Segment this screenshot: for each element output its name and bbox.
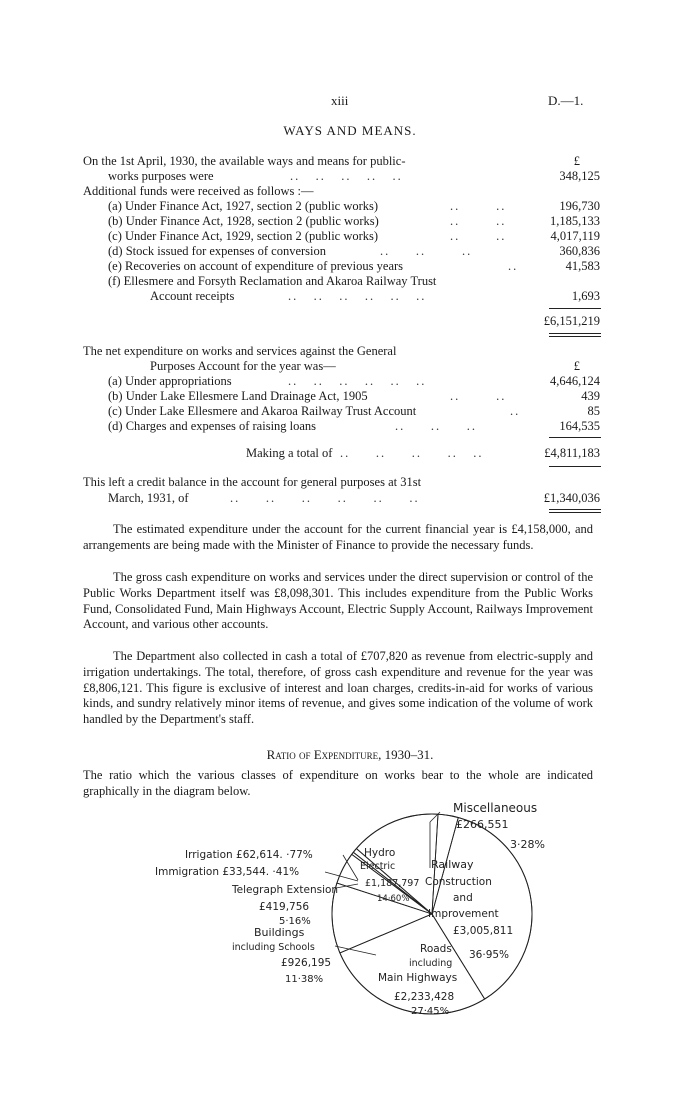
additional-funds-label: Additional funds were received as follows :— (83, 184, 314, 198)
divider (549, 466, 601, 467)
label-hydro-1: Hydro (364, 847, 396, 859)
currency-symbol: £ (573, 154, 580, 168)
label-rail-amount: £3,005,811 (453, 925, 514, 937)
misc-leader-line (430, 812, 440, 822)
telegraph-leader-line (336, 884, 358, 888)
label-misc-name: Miscellaneous (453, 801, 538, 815)
label-telegraph-1: Telegraph Extension (232, 884, 339, 896)
ways-item-c: (c) Under Finance Act, 1929, section 2 (public works) .. .. 4,017,119 (108, 229, 600, 243)
expenditure-item-d: (d) Charges and expenses of raising loans .. .. .. 164,535 (108, 419, 600, 433)
label-rail-pct: 36·95% (469, 949, 510, 961)
ways-total: £6,151,219 (543, 314, 600, 328)
expenditure-item-b: (b) Under Lake Ellesmere Land Drainage Act, 1905 .. .. 439 (108, 389, 600, 403)
divider (549, 437, 601, 438)
expenditure-item-a: (a) Under appropriations .. .. .. .. .. .. 4,646,124 (108, 374, 600, 388)
buildings-leader-line (335, 946, 376, 955)
label-buildings-amount: £926,195 (281, 957, 332, 969)
label-misc-pct: 3·28% (510, 838, 545, 851)
paragraph-gross-expenditure: The gross cash expenditure on works and services under the direct supervision or control of the Public Works Department itself was £8,098,301. This includes expenditure from the Public Works Fund, Consolidated Fund, Main Highways Account, Electric Supply Account, Railways Improvement Account, and various other accounts. (83, 570, 593, 632)
label-roads-3: Main Highways (378, 972, 458, 984)
label-rail-1: Railway (431, 858, 474, 871)
ways-item-e: (e) Recoveries on account of expenditure of previous years .. 41,583 (108, 259, 600, 273)
ways-item-d: (d) Stock issued for expenses of conversion .. .. .. 360,836 (108, 244, 600, 258)
section-title: WAYS AND MEANS. (283, 123, 417, 138)
ways-item-a: (a) Under Finance Act, 1927, section 2 (public works) .. .. 196,730 (108, 199, 600, 213)
label-hydro-2: Electric (360, 861, 396, 872)
expenditure-item-c: (c) Under Lake Ellesmere and Akaroa Railway Trust Account .. 85 (108, 404, 600, 418)
expenditure-intro-line-1: The net expenditure on works and services against the General (83, 344, 397, 358)
expenditure-total: Making a total of .. .. .. .. .. £4,811,183 (246, 446, 600, 460)
label-hydro-pct: 14·60% (377, 894, 410, 904)
currency-symbol: £ (573, 359, 580, 373)
label-immigration: Immigration £33,544. ·41% (155, 866, 300, 878)
label-telegraph-pct: 5·16% (279, 916, 311, 927)
immigration-leader-line (325, 872, 358, 881)
ways-intro-line-1: On the 1st April, 1930, the available ways and means for public- £ (83, 154, 580, 168)
ways-item-f-line-2: Account receipts .. .. .. .. .. .. 1,693 (150, 289, 600, 303)
ways-intro-line-2: works purposes were .. .. .. .. .. 348,125 (108, 169, 600, 183)
divider (549, 509, 601, 510)
label-roads-pct: 27·45% (411, 1006, 450, 1017)
page-number: xiii (331, 93, 349, 108)
label-roads-2: including (409, 958, 453, 969)
label-telegraph-amount: £419,756 (259, 901, 310, 913)
divider (549, 308, 601, 309)
divider (549, 512, 601, 513)
label-buildings-2: including Schools (232, 942, 315, 953)
balance-line-1: This left a credit balance in the account for general purposes at 31st (83, 475, 422, 489)
paragraph-revenue: The Department also collected in cash a total of £707,820 as revenue from electric-supply and irrigation undertakings. The total, therefore, of gross cash expenditure and revenue for the year was £8,806,121. This figure is exclusive of interest and loan charges, credits-in-aid for works of various kinds, and sundry relatively minor items of revenue, and gives some indication of the volume of work handled by the Department's staff. (83, 649, 593, 727)
divider (549, 336, 601, 337)
opening-balance: 348,125 (559, 169, 600, 183)
document-reference: D.—1. (548, 93, 584, 108)
expenditure-intro-line-2: Purposes Account for the year was— £ (150, 359, 580, 373)
balance-line-2: March, 1931, of .. .. .. .. .. .. £1,340,036 (108, 491, 600, 505)
irrigation-leader-line (343, 855, 358, 880)
label-roads-amount: £2,233,428 (394, 991, 455, 1003)
label-rail-2: Construction (425, 876, 492, 888)
ratio-heading: Ratio of Expenditure, 1930–31. (266, 747, 434, 762)
label-buildings-pct: 11·38% (285, 974, 324, 985)
label-rail-4: Improvement (428, 908, 499, 920)
paragraph-estimated: The estimated expenditure under the account for the current financial year is £4,158,000, and arrangements are being made with the Minister of Finance to provide the necessary funds. (83, 522, 593, 552)
divider (549, 333, 601, 334)
pie-labels (155, 801, 545, 1017)
ways-item-b: (b) Under Finance Act, 1928, section 2 (public works) .. .. 1,185,133 (108, 214, 600, 228)
label-roads-1: Roads (420, 943, 452, 955)
label-misc-amount: £266,551 (456, 818, 509, 831)
label-hydro-amount: £1,187,797 (365, 878, 420, 889)
label-irrigation: Irrigation £62,614. ·77% (185, 849, 313, 861)
label-rail-3: and (453, 892, 473, 904)
label-buildings-1: Buildings (254, 926, 305, 939)
expenditure-pie-chart (0, 770, 700, 1030)
ways-item-f: (f) Ellesmere and Forsyth Reclamation and Akaroa Railway Trust (108, 274, 437, 288)
ratio-caption: The ratio which the various classes of expenditure on works bear to the whole are indicated graphically in the diagram below. (83, 768, 593, 798)
